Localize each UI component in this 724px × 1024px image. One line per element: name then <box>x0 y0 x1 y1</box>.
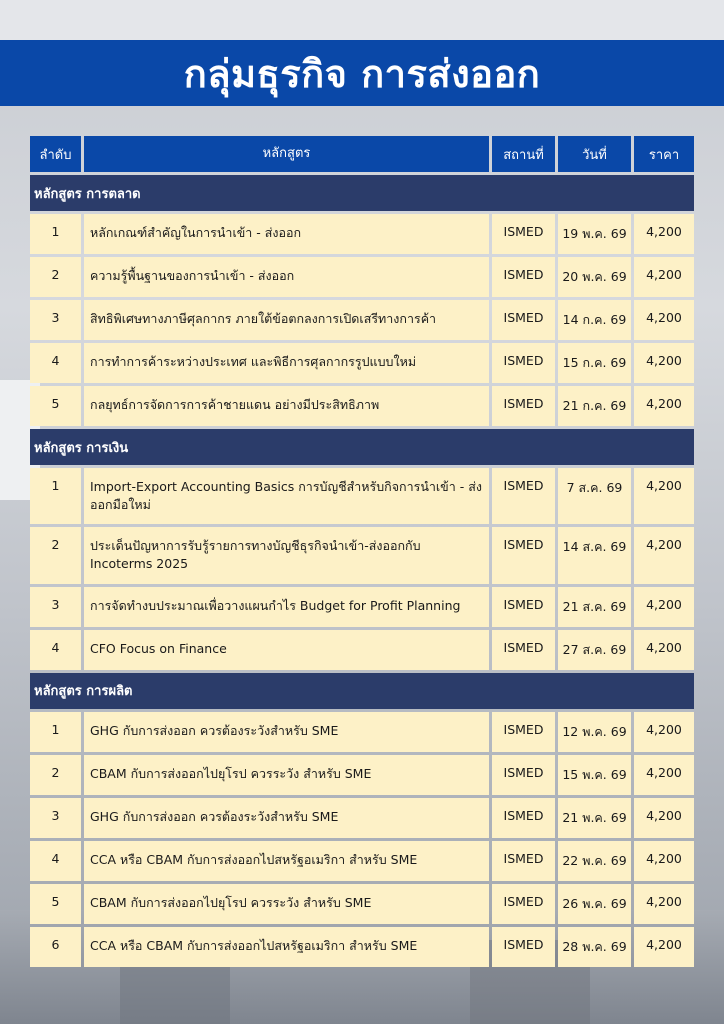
row-number: 3 <box>30 798 81 838</box>
course-price: 4,200 <box>634 257 694 297</box>
course-name: การจัดทำงบประมาณเพื่อวางแผนกำไร Budget for Profit Planning <box>84 587 489 627</box>
table-row <box>30 257 694 297</box>
course-date: 21 พ.ค. 69 <box>558 798 631 838</box>
row-number: 4 <box>30 343 81 383</box>
row-number: 6 <box>30 927 81 967</box>
course-location: ISMED <box>492 630 555 670</box>
course-location: ISMED <box>492 468 555 524</box>
course-price: 4,200 <box>634 798 694 838</box>
course-price: 4,200 <box>634 527 694 583</box>
table-row <box>30 386 694 426</box>
table-row <box>30 214 694 254</box>
course-location: ISMED <box>492 214 555 254</box>
table-row <box>30 884 694 924</box>
row-number: 3 <box>30 300 81 340</box>
table-row <box>30 755 694 795</box>
section-header: หลักสูตร การเงิน <box>30 429 694 465</box>
course-name: Import-Export Accounting Basics การบัญชีสำหรับกิจการนำเข้า - ส่งออกมือใหม่ <box>84 468 489 524</box>
course-date: 15 พ.ค. 69 <box>558 755 631 795</box>
course-date: 28 พ.ค. 69 <box>558 927 631 967</box>
course-location: ISMED <box>492 386 555 426</box>
course-price: 4,200 <box>634 755 694 795</box>
course-location: ISMED <box>492 755 555 795</box>
course-location: ISMED <box>492 587 555 627</box>
table-row <box>30 841 694 881</box>
row-number: 1 <box>30 468 81 524</box>
course-location: ISMED <box>492 343 555 383</box>
table-row <box>30 927 694 967</box>
course-price: 4,200 <box>634 300 694 340</box>
course-name: GHG กับการส่งออก ควรต้องระวังสำหรับ SME <box>84 712 489 752</box>
course-name: กลยุทธ์การจัดการการค้าชายแดน อย่างมีประสิทธิภาพ <box>84 386 489 426</box>
row-number: 4 <box>30 630 81 670</box>
course-price: 4,200 <box>634 468 694 524</box>
table-row <box>30 343 694 383</box>
page-title: กลุ่มธุรกิจ การส่งออก <box>0 40 724 106</box>
course-name: CCA หรือ CBAM กับการส่งออกไปสหรัฐอเมริกา สำหรับ SME <box>84 927 489 967</box>
row-number: 2 <box>30 527 81 583</box>
row-number: 5 <box>30 884 81 924</box>
course-price: 4,200 <box>634 214 694 254</box>
row-number: 2 <box>30 755 81 795</box>
table-row <box>30 798 694 838</box>
course-location: ISMED <box>492 798 555 838</box>
course-location: ISMED <box>492 841 555 881</box>
section-header: หลักสูตร การตลาด <box>30 175 694 211</box>
row-number: 1 <box>30 214 81 254</box>
row-number: 3 <box>30 587 81 627</box>
course-location: ISMED <box>492 884 555 924</box>
course-price: 4,200 <box>634 841 694 881</box>
course-date: 12 พ.ค. 69 <box>558 712 631 752</box>
course-date: 22 พ.ค. 69 <box>558 841 631 881</box>
course-date: 21 ก.ค. 69 <box>558 386 631 426</box>
course-name: สิทธิพิเศษทางภาษีศุลกากร ภายใต้ข้อตกลงการเปิดเสรีทางการค้า <box>84 300 489 340</box>
table-row <box>30 300 694 340</box>
header-course: หลักสูตร <box>84 136 489 172</box>
course-location: ISMED <box>492 927 555 967</box>
course-date: 15 ก.ค. 69 <box>558 343 631 383</box>
course-name: CBAM กับการส่งออกไปยุโรป ควรระวัง สำหรับ SME <box>84 755 489 795</box>
table-header-row <box>30 136 694 172</box>
course-name: CBAM กับการส่งออกไปยุโรป ควรระวัง สำหรับ SME <box>84 884 489 924</box>
table-row <box>30 527 694 583</box>
course-name: หลักเกณฑ์สำคัญในการนำเข้า - ส่งออก <box>84 214 489 254</box>
table-row <box>30 630 694 670</box>
course-price: 4,200 <box>634 587 694 627</box>
course-name: CCA หรือ CBAM กับการส่งออกไปสหรัฐอเมริกา สำหรับ SME <box>84 841 489 881</box>
course-location: ISMED <box>492 300 555 340</box>
course-date: 14 ก.ค. 69 <box>558 300 631 340</box>
course-price: 4,200 <box>634 386 694 426</box>
header-price: ราคา <box>634 136 694 172</box>
row-number: 2 <box>30 257 81 297</box>
header-place: สถานที่ <box>492 136 555 172</box>
course-price: 4,200 <box>634 630 694 670</box>
table-row <box>30 468 694 524</box>
row-number: 5 <box>30 386 81 426</box>
course-price: 4,200 <box>634 343 694 383</box>
course-name: ประเด็นปัญหาการรับรู้รายการทางบัญชีธุรกิจนำเข้า-ส่งออกกับ Incoterms 2025 <box>84 527 489 583</box>
course-date: 26 พ.ค. 69 <box>558 884 631 924</box>
header-no: ลำดับ <box>30 136 81 172</box>
course-location: ISMED <box>492 712 555 752</box>
course-price: 4,200 <box>634 927 694 967</box>
course-name: CFO Focus on Finance <box>84 630 489 670</box>
course-date: 27 ส.ค. 69 <box>558 630 631 670</box>
row-number: 1 <box>30 712 81 752</box>
table-body <box>30 175 694 967</box>
course-date: 20 พ.ค. 69 <box>558 257 631 297</box>
section-header: หลักสูตร การผลิต <box>30 673 694 709</box>
course-location: ISMED <box>492 527 555 583</box>
course-location: ISMED <box>492 257 555 297</box>
row-number: 4 <box>30 841 81 881</box>
course-date: 19 พ.ค. 69 <box>558 214 631 254</box>
course-name: GHG กับการส่งออก ควรต้องระวังสำหรับ SME <box>84 798 489 838</box>
background-window <box>0 0 724 40</box>
header-date: วันที่ <box>558 136 631 172</box>
table-row <box>30 712 694 752</box>
course-price: 4,200 <box>634 712 694 752</box>
table-row <box>30 587 694 627</box>
course-date: 7 ส.ค. 69 <box>558 468 631 524</box>
course-price: 4,200 <box>634 884 694 924</box>
course-date: 21 ส.ค. 69 <box>558 587 631 627</box>
course-table <box>30 136 694 970</box>
course-name: การทำการค้าระหว่างประเทศ และพิธีการศุลกากรรูปแบบใหม่ <box>84 343 489 383</box>
course-name: ความรู้พื้นฐานของการนำเข้า - ส่งออก <box>84 257 489 297</box>
course-date: 14 ส.ค. 69 <box>558 527 631 583</box>
